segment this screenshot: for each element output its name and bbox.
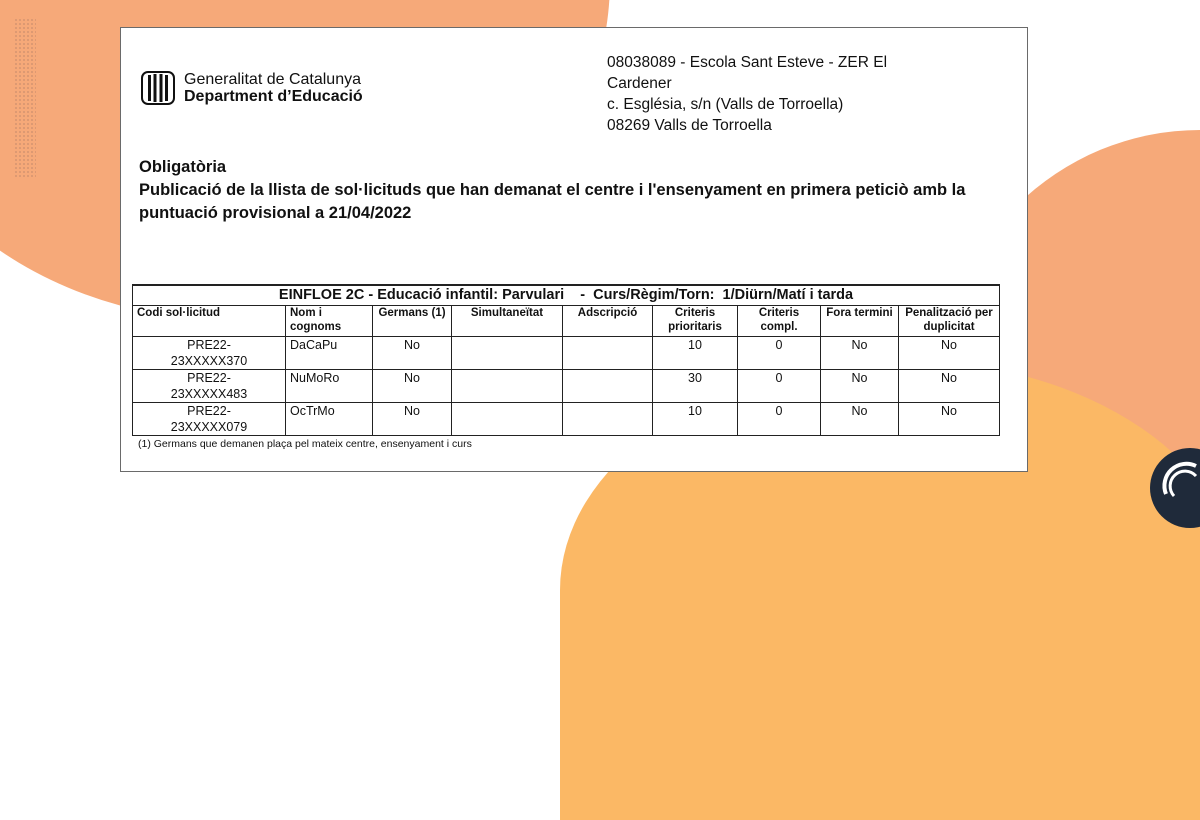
code-cell: [133, 337, 286, 370]
prior-cell: 10: [653, 337, 738, 370]
column-header: Penalització per duplicitat: [899, 306, 1000, 337]
fora-cell: No: [821, 403, 899, 436]
penal-cell: No: [899, 337, 1000, 370]
dot-pattern: [14, 18, 36, 178]
penal-cell: No: [899, 403, 1000, 436]
logo-line1: Generalitat de Catalunya: [184, 71, 361, 88]
address-line: 08269 Valls de Torroella: [607, 117, 772, 134]
generalitat-emblem-icon: [141, 71, 175, 105]
table-row: [133, 403, 1000, 436]
column-header: Germans (1): [373, 306, 452, 337]
compl-cell: 0: [738, 337, 821, 370]
name-cell: DaCaPu: [286, 337, 373, 370]
school-address: [607, 52, 887, 136]
table-row: [133, 337, 1000, 370]
column-header: Criteris compl.: [738, 306, 821, 337]
logo-line2: Department d’Educació: [184, 88, 363, 105]
code-cell: [133, 370, 286, 403]
column-header: Codi sol·licitud: [133, 306, 286, 337]
germans-cell: No: [373, 337, 452, 370]
simult-cell: [452, 337, 563, 370]
name-cell: OcTrMo: [286, 403, 373, 436]
code-part: PRE22-: [187, 404, 231, 418]
simult-cell: [452, 403, 563, 436]
fora-cell: No: [821, 337, 899, 370]
table-row: [133, 370, 1000, 403]
compl-cell: 0: [738, 403, 821, 436]
title-line2: Publicació de la llista de sol·licituds que han demanat el centre i l'ensenyament en primera peticiò amb la puntuació provisional a 21/04/2022: [139, 181, 966, 222]
compl-cell: 0: [738, 370, 821, 403]
table-caption: EINFLOE 2C - Educació infantil: Parvulari - Curs/Règim/Torn: 1/Diürn/Matí i tarda: [133, 285, 1000, 306]
code-part: 23XXXXX079: [170, 420, 248, 434]
address-line: c. Església, s/n (Valls de Torroella): [607, 96, 844, 113]
footnote: (1) Germans que demanen plaça pel mateix centre, ensenyament i curs: [138, 438, 472, 450]
document-sheet: [120, 27, 1028, 472]
prior-cell: 10: [653, 403, 738, 436]
adscr-cell: [563, 403, 653, 436]
adscr-cell: [563, 370, 653, 403]
code-part: PRE22-: [187, 338, 231, 352]
code-part: 23XXXXX483: [170, 387, 248, 401]
simult-cell: [452, 370, 563, 403]
code-cell: [133, 403, 286, 436]
prior-cell: 30: [653, 370, 738, 403]
generalitat-logo: [141, 71, 363, 105]
column-header: Fora termini: [821, 306, 899, 337]
germans-cell: No: [373, 370, 452, 403]
code-part: PRE22-: [187, 371, 231, 385]
column-header: Simultaneïtat: [452, 306, 563, 337]
applications-table: [132, 284, 1000, 436]
column-header: Nom i cognoms: [286, 306, 373, 337]
germans-cell: No: [373, 403, 452, 436]
penal-cell: No: [899, 370, 1000, 403]
address-line: Cardener: [607, 75, 672, 92]
column-header: Adscripció: [563, 306, 653, 337]
address-line: 08038089 - Escola Sant Esteve - ZER El: [607, 54, 888, 71]
column-header: Criteris prioritaris: [653, 306, 738, 337]
code-part: 23XXXXX370: [170, 354, 248, 368]
fora-cell: No: [821, 370, 899, 403]
document-title: [139, 156, 999, 225]
title-line1: Obligatòria: [139, 158, 227, 176]
name-cell: NuMoRo: [286, 370, 373, 403]
adscr-cell: [563, 337, 653, 370]
